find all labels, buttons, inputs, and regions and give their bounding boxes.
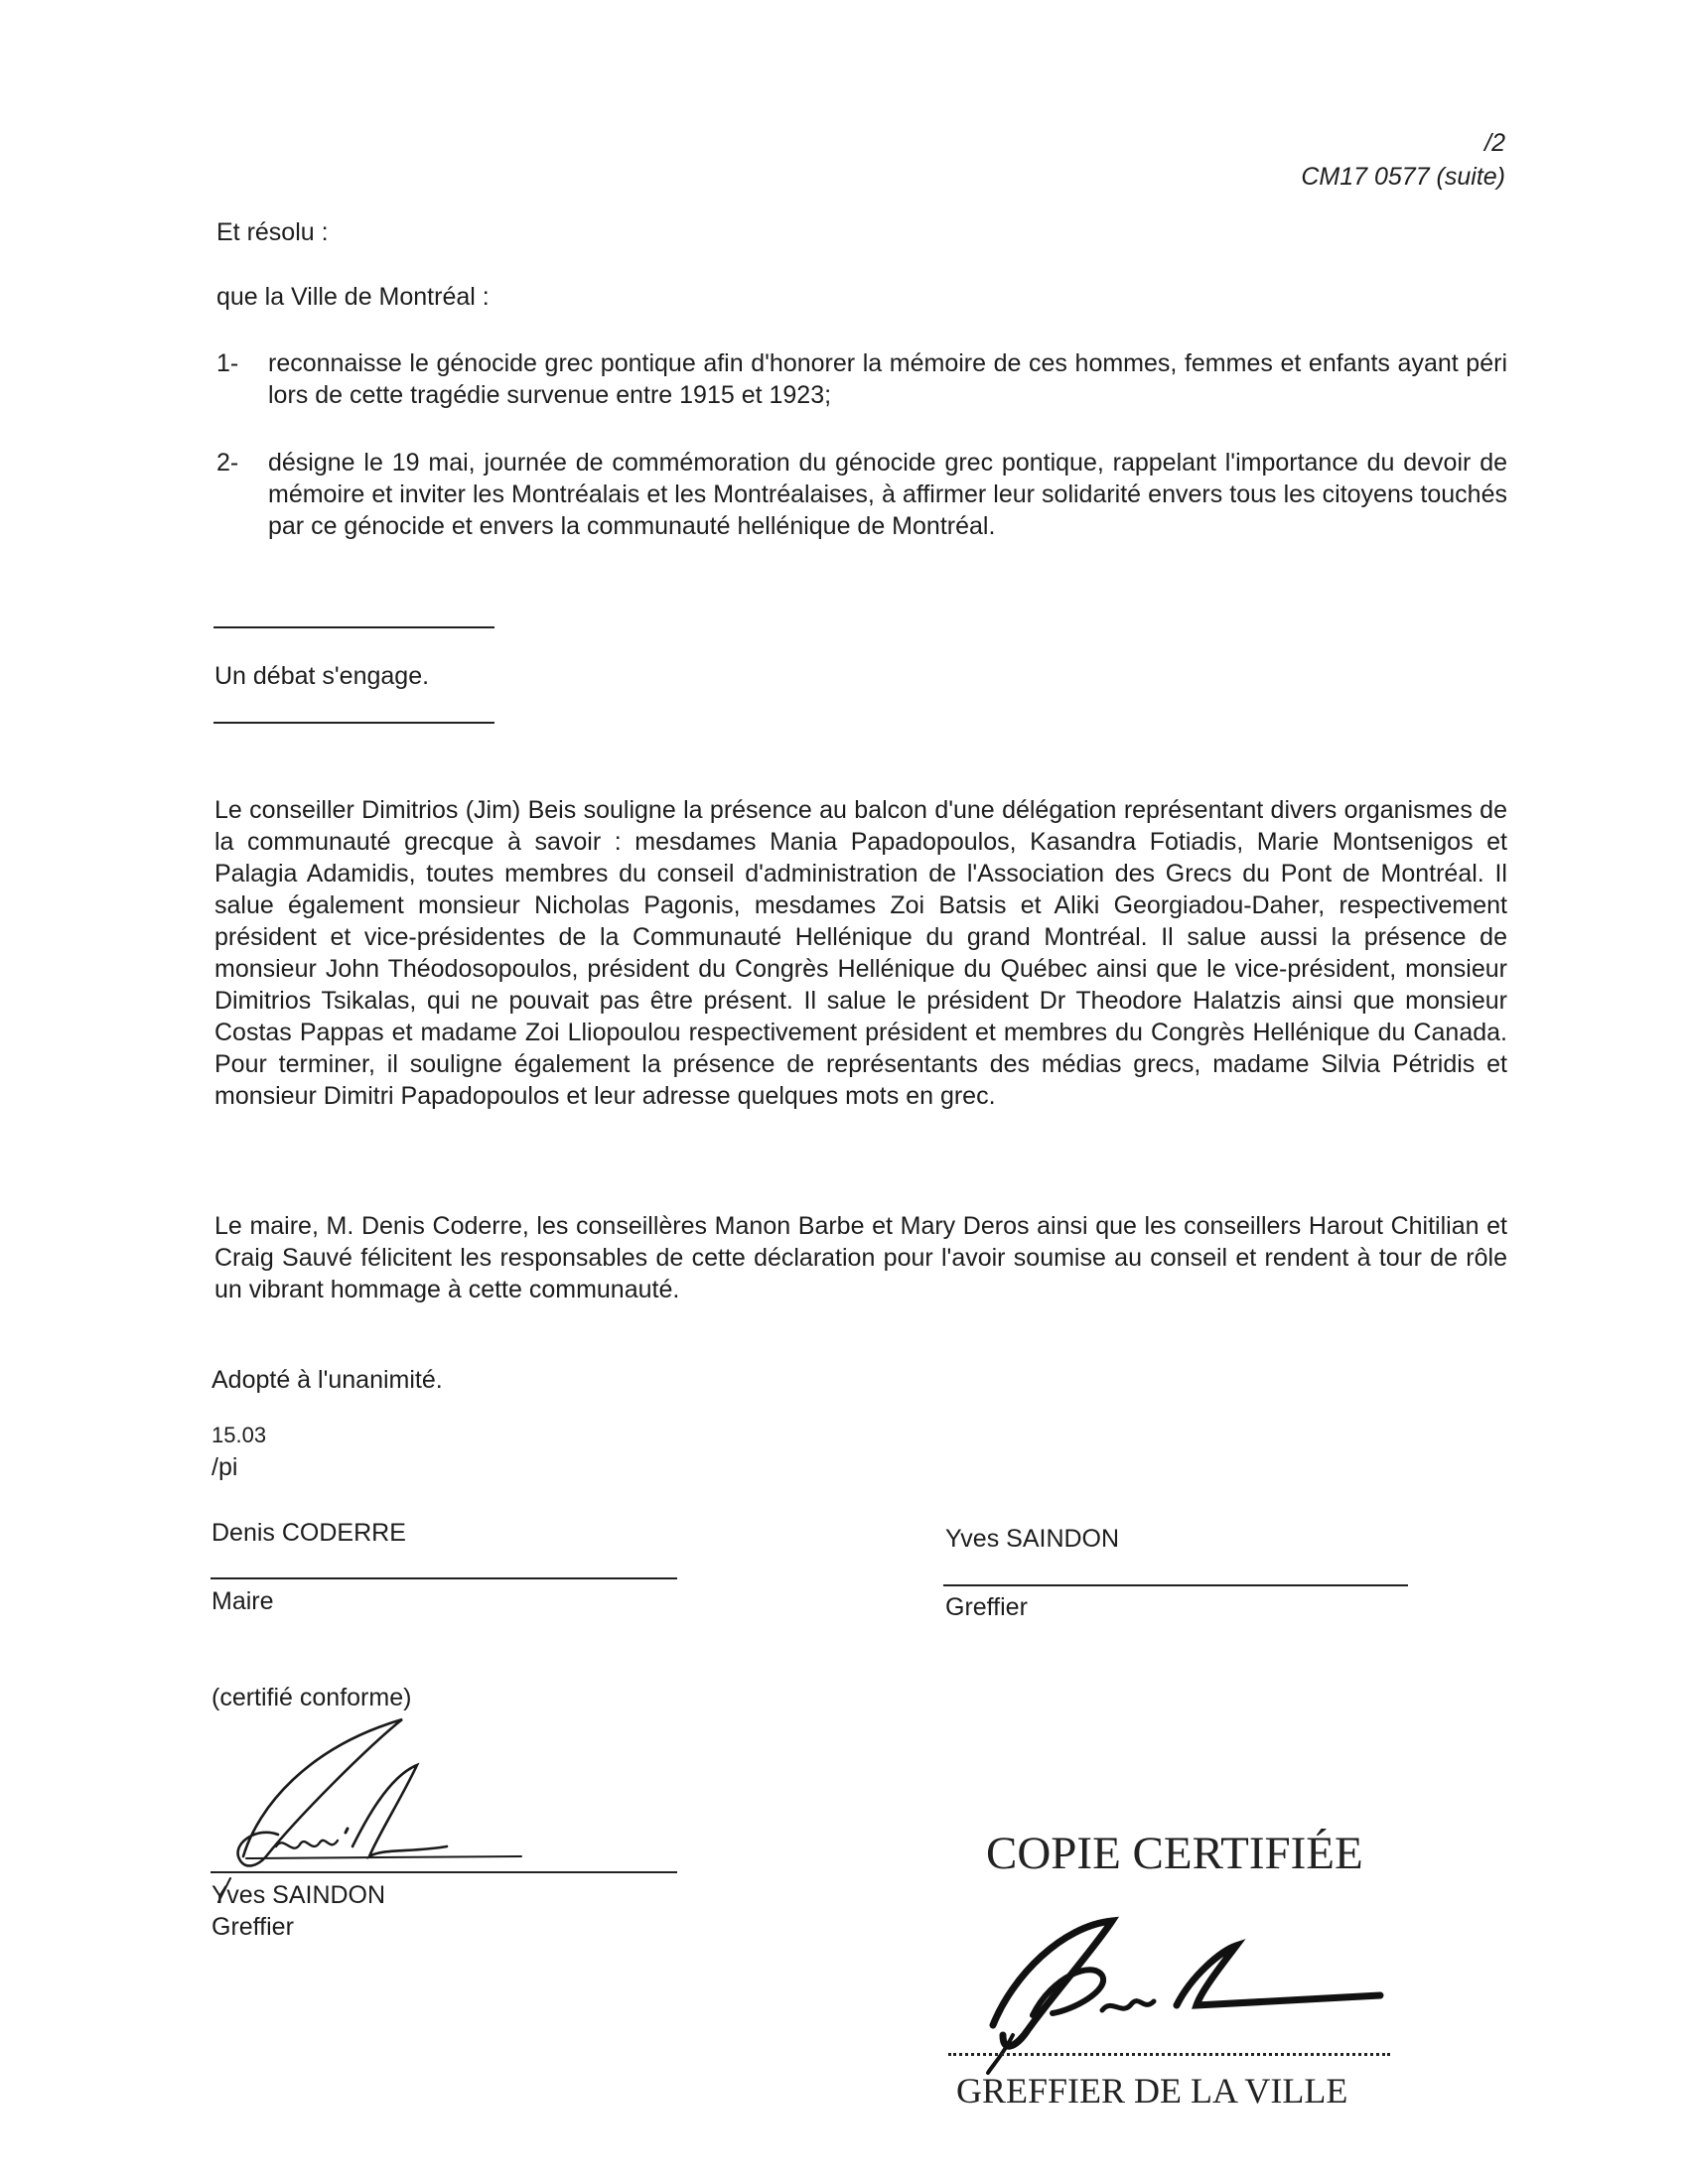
reference-number: CM17 0577 (suite): [1301, 163, 1505, 191]
resolution-text: désigne le 19 mai, journée de commémoration du génocide grec pontique, rappelant l'importance du devoir de mémoire et inviter les Montréalais et les Montréalaises, à affirmer leur solidarité envers tous les citoyens touchés par ce génocide et envers la communauté hellénique de Montréal.: [268, 449, 1507, 540]
page-number: /2: [1484, 129, 1505, 157]
adoption-note: Adopté à l'unanimité.: [211, 1366, 443, 1394]
mayor-signature-line: [211, 1577, 677, 1579]
mayor-title: Maire: [211, 1587, 274, 1615]
debate-note: Un débat s'engage.: [214, 662, 430, 690]
clerk-handwritten-signature: [189, 1707, 546, 1906]
certification-title: Greffier: [211, 1913, 294, 1941]
stamp-dotted-line: [948, 2053, 1390, 2056]
separator-line: [213, 722, 494, 724]
resolution-number: 2-: [216, 449, 239, 477]
stamp-footer: GREFFIER DE LA VILLE: [956, 2071, 1348, 2111]
certified-copy-stamp-heading: COPIE CERTIFIÉE: [986, 1828, 1363, 1879]
stamp-handwritten-signature: [973, 1906, 1390, 2075]
delegation-paragraph: Le conseiller Dimitrios (Jim) Beis souligne la présence au balcon d'une délégation représentant divers organismes de la communauté grecque à savoir : mesdames Mania Papadopoulos, Kasandra Fotiadis, Marie Montsenigos et Palagia Adamidis, toutes membres du conseil d'administration de l'Association des Grecs du Pont de Montréal. Il salue également monsieur Nicholas Pagonis, mesdames Zoi Batsis et Aliki Georgiadou-Daher, respectivement président et vice-présidentes de la Communauté Hellénique du grand Montréal. Il salue aussi la présence de monsieur John Théodosopoulos, président du Congrès Hellénique du Québec ainsi que le vice-président, monsieur Dimitrios Tsikalas, qui ne pouvait pas être présent. Il salue le président Dr Theodore Halatzis ainsi que monsieur Costas Pappas et madame Zoi Lliopoulou respectivement président et membres du Congrès Hellénique du Canada. Pour terminer, il souligne également la présence de représentants des médias grecs, madame Silvia Pétridis et monsieur Dimitri Papadopoulos et leur adresse quelques mots en grec.: [214, 796, 1507, 1110]
certification-name: Yves SAINDON: [211, 1881, 386, 1909]
separator-line: [213, 626, 494, 628]
certification-label: (certifié conforme): [211, 1684, 412, 1711]
item-code: 15.03: [211, 1423, 267, 1447]
mayor-name: Denis CODERRE: [211, 1519, 406, 1547]
clerk-signature-line: [943, 1584, 1408, 1586]
initials: /pi: [211, 1453, 238, 1481]
city-clause: que la Ville de Montréal :: [216, 283, 490, 311]
clerk-title: Greffier: [945, 1593, 1028, 1621]
resolved-heading: Et résolu :: [216, 218, 329, 246]
clerk-name: Yves SAINDON: [945, 1525, 1120, 1553]
resolution-number: 1-: [216, 349, 239, 377]
certification-signature-line: [211, 1871, 677, 1873]
tribute-paragraph: Le maire, M. Denis Coderre, les conseillères Manon Barbe et Mary Deros ainsi que les conseillers Harout Chitilian et Craig Sauvé félicitent les responsables de cette déclaration pour l'avoir soumise au conseil et rendent à tour de rôle un vibrant hommage à cette communauté.: [214, 1212, 1507, 1303]
resolution-text: reconnaisse le génocide grec pontique afin d'honorer la mémoire de ces hommes, femmes et enfants ayant péri lors de cette tragédie survenue entre 1915 et 1923;: [268, 349, 1507, 409]
